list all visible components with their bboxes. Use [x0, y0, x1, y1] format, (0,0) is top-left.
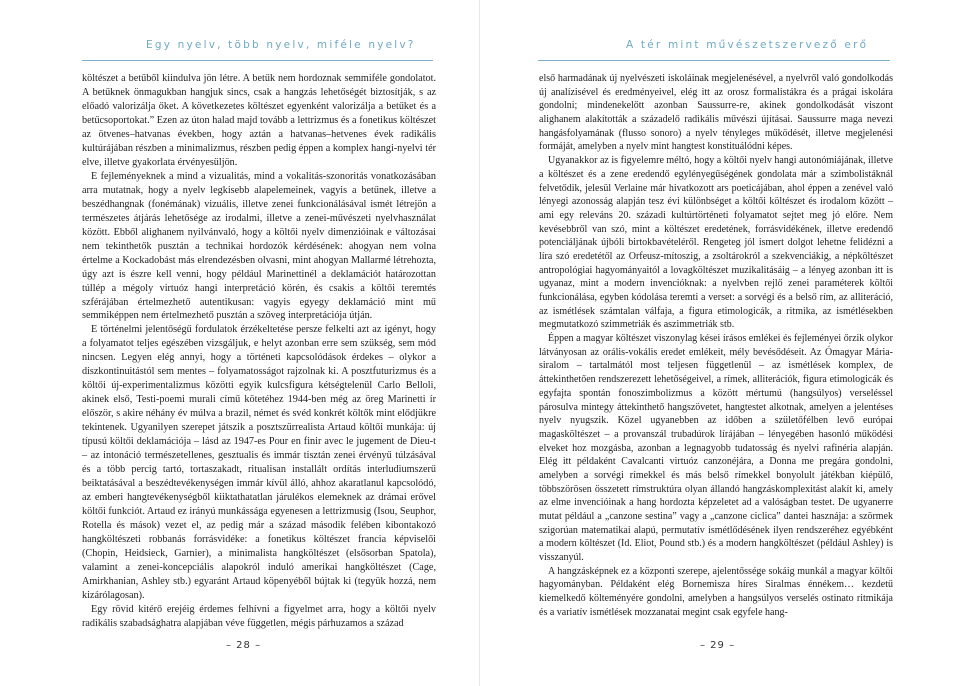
running-head-left: Egy nyelv, több nyelv, miféle nyelv? [146, 39, 416, 51]
paragraph: első harmadának új nyelvészeti iskoláinak megjelenésével, a nyelvről való gondolkodás új analízisével és eredményeivel, elég itt az orosz formalistákra és a prágai iskolára gondolni; mindenekelőtt azonban Saussurre-re, akinek gondolkodását viszont alighanem alakították a századelő radikális művészi újításai. Saussurre maga nevezi hangásfolyamának (flusso sonoro) a nyelv tényleges működését, illetve megjelenési formáját, amelyben a nyelv mint hangtest konstituálódni képes. [539, 73, 893, 153]
paragraph: E fejleményeknek a mind a vizualitás, mind a vokalitás-szonoritás vonatkozásában arra mutatnak, hogy a nyelv legkisebb alapelemeinek, vagyis a betűnek, illetve a beszédhangnak (fonémának) vizuális, illetve zenei funkcionálásával ismét létrejön a természetes átjárás lehetősége az irodalmi, illetve a zenei-művészeti nyelvhasználat között. Ebből alighanem nyilvánvaló, hogy a költői nyelv dimenzióinak e változásai nem tekinthetők pusztán a technikai hordozók kérdésének: ahogyan nem volna értelme a Kockadobást más elrendezésben olvasni, mint ahogyan Mallarmé létrehozta, úgy azt is észre kell venni, hogy például Marinettinél a deklamációt határozottan túllép a mégoly virtuóz hangi interpretáció körén, és csakis a költői teremtés szférájában értelmezhető autentikusan: vagyis egyegy deklamáció mint mű semmiképpen nem értelmezhető pusztán a szöveg interpretációja útján. [82, 170, 436, 322]
paragraph: Éppen a magyar költészet viszonylag kései írásos emlékei és fejleményei őrzik olykor látványosan az orális-vokális eredet emlékeit, mély bevésődéseit. Az Ómagyar Mária-siralom – tartalmától most teljesen függetlenül – az ismétlések komplex, de áttekinthetően rendszerezett lehetőségeivel, a rímek, alliterációk, figura etimologicák és egyfajta spontán fonoszimbolizmus a között mértumú (hangsúlyos) verseléssel párosulva mintegy áttekinthető hangszövetet, hangtestet alkotnak, amelyen a jelentéses nyelv nyugszik. Közel ugyanebben az időben a születőfélben levő európai magasköltészet – a provanszál trubadúrok lírájában – lényegében hasonló működési elveket hoz mozgásba, azonban a legnagyobb tudatosság és nyelvi rafinéria alapján. Elég itt példaként Cavalcanti virtuóz canzonéjára, a Donna me pregára gondolni, amelyben a sorvégi rímekkel és más belső rímekkel bonyolult játékban kiépülő, többszörösen összetett rímstruktúra olyan állandó hangzáskomplexitást alakít ki, amely az elme invencióinak a hang hordozta képzeletet ad a valóságban testet. De ugyanerre mutat például a „canzone sestina” vagy a „canzone ciclica” dantei hasznája: a szörmek szigorúan matematikai alapú, permutatív ismétlődésének ilyen rendszeréhez egyébként a modern költészet (Id. Eliot, Pound stb.) és a modern hangköltészet (például Ashley) is visszanyúl. [539, 333, 893, 564]
paragraph: Egy rövid kitérő erejéig érdemes felhívni a figyelmet arra, hogy a költői nyelv radikális szabadsághatra alapjában véve független, mégis párhuzamos a század [82, 603, 436, 629]
header-rule-left [82, 60, 433, 61]
running-head-right: A tér mint művészetszervező erő [626, 39, 869, 51]
paragraph: E történelmi jelentőségű fordulatok érzékeltetése persze felkelti azt az igényt, hogy a folyamatot teljes egészében vizsgáljuk, e helyt azonban erre sem szükség, sem mód nincsen. Legyen elég annyi, hogy a történeti kapcsolódások érdekes – olykor a diszkontinuitástól sem mentes – folyamatosságot rajzolnak ki. A posztfuturizmus és a költői új-experimentalizmus közötti egyik kulcsfigura kétségtelenül Carlo Belloli, akinek első, Testi-poemi murali című kötetéhez 1944-ben még az öreg Marinetti ír először, s akire néhány év múlva a brazil, német és svéd konkrét költők mint elődjükre tekintenek. Ugyanilyen szerepet játszik a posztszürrealista Artaud költői munkája: új típusú költői deklamációja – lásd az 1947-es Pour en finir avec le jugement de Dieu-t – az intonáció természetellenes, gesztualis és immár tisztán zenei érvényű túlzásával és a több percig tartó, tortaszakadt, ritualisan installált ordítás interludiumszerű beiktatásával a beszédtevékenységen immár kívül álló, ahhoz akaratlanul kapcsolódó, az emberi hangtevékenységből kiiktathatatlan járulékos elemeknek az drámai erővel költői funkciót. Artaud ez irányú munkássága egyenesen a lettrizmusig (Isou, Seuphor, Rotella és mások) vezet el, az pedig már a század második felében kibontakozó hangköltészeti robbanás forrásvidéke: a fonetikus költészet francia képviselői (Chopin, Heidsieck, Garnier), a minimalista hangköltészet (elsősorban Spatola), valamint a zenei-koncepciális alapokról induló amerikai hangköltészet (Cage, Amirkhanian, Ashley stb.) egyaránt Artaud köpenyéből bújtak ki (tegyük hozzá, nem kizárólagosan). [82, 324, 436, 601]
header-rule-right [538, 60, 890, 61]
page-number-right: – 29 – [700, 640, 736, 651]
right-page [480, 0, 960, 686]
body-text-right [539, 72, 893, 620]
paragraph: költészet a betűből kiindulva jön létre. A betűk nem hordoznak semmiféle gondolatot. A betűknek önmagukban hangjuk sincs, csak a hangzás lehetőségét biztosítják, s az előadó valorizálja őket. A következetes költészet egyenként valorizálja a betűket és a betűcsoportokat.” Ezen az úton halad majd tovább a lettrizmus és a fonetikus költészet az ötvenes–hatvanas években, hogy aztán a hatvanas–hetvenes évek radikális kultúrájában részben a minimalizmus, részben pedig éppen a komplex hangi-nyelvi tér elve, illetve gyakorlata érvényesüljön. [82, 73, 436, 168]
body-text-left [82, 72, 436, 631]
paragraph: A hangzásképnek ez a központi szerepe, ajelentőssége sokáig munkál a magyar költői hagyományban. Példaként elég Bornemisza híres Siralmas énnékem… kezdetű kiemelkedő költeményére gondolni, amelyben a hangsúlyos verselés ostinato ritmikája és a variatív ismétlések mozzanatai megint csak egyfele hang- [539, 565, 893, 618]
page-number-left: – 28 – [226, 640, 262, 651]
paragraph: Ugyanakkor az is figyelemre méltó, hogy a költői nyelv hangi autonómiájának, illetve a költészet és a zene eredendő egylényegűségének gondolata már a szimbolistáknál felvetődik, jelesül Verlaine már hivatkozott ars poeticájában, ahol éppen a zenével való lényegi azonosság alapján tesz évi különbséget a költői költészet és irodalom között – ami egy releváns 20. századi kultúrtörténeti folyamatot sejtet meg jó előre. Nem kevésebbről van szó, mint a költészet eredetének, forrásvidékének, illetve eredendő potenciáljának újbóli birtokbavételéről. Rengeteg jól ismert dolgot lehetne felidézni a líra szó eredetétől az Orfeusz-mítoszig, a zsoltárokról a szekvenciákig, a népköltészet antropológiai hagyományaitól a lovagköltészet muzikalitásáig – a lényeg azonban itt is ugyanaz, mint a modern invencióknak: a nyelvben rejlő zenei paraméterek költői funkcionálása, egyben kódolása teremti a verset: a sorvégi és a belső rím, az alliteráció, az ismétlések számtalan válfaja, a figura etimologicák, a ritmika, az ismétlésekben megmutatkozó szimmetriák és aszimmetriák stb. [539, 155, 893, 331]
